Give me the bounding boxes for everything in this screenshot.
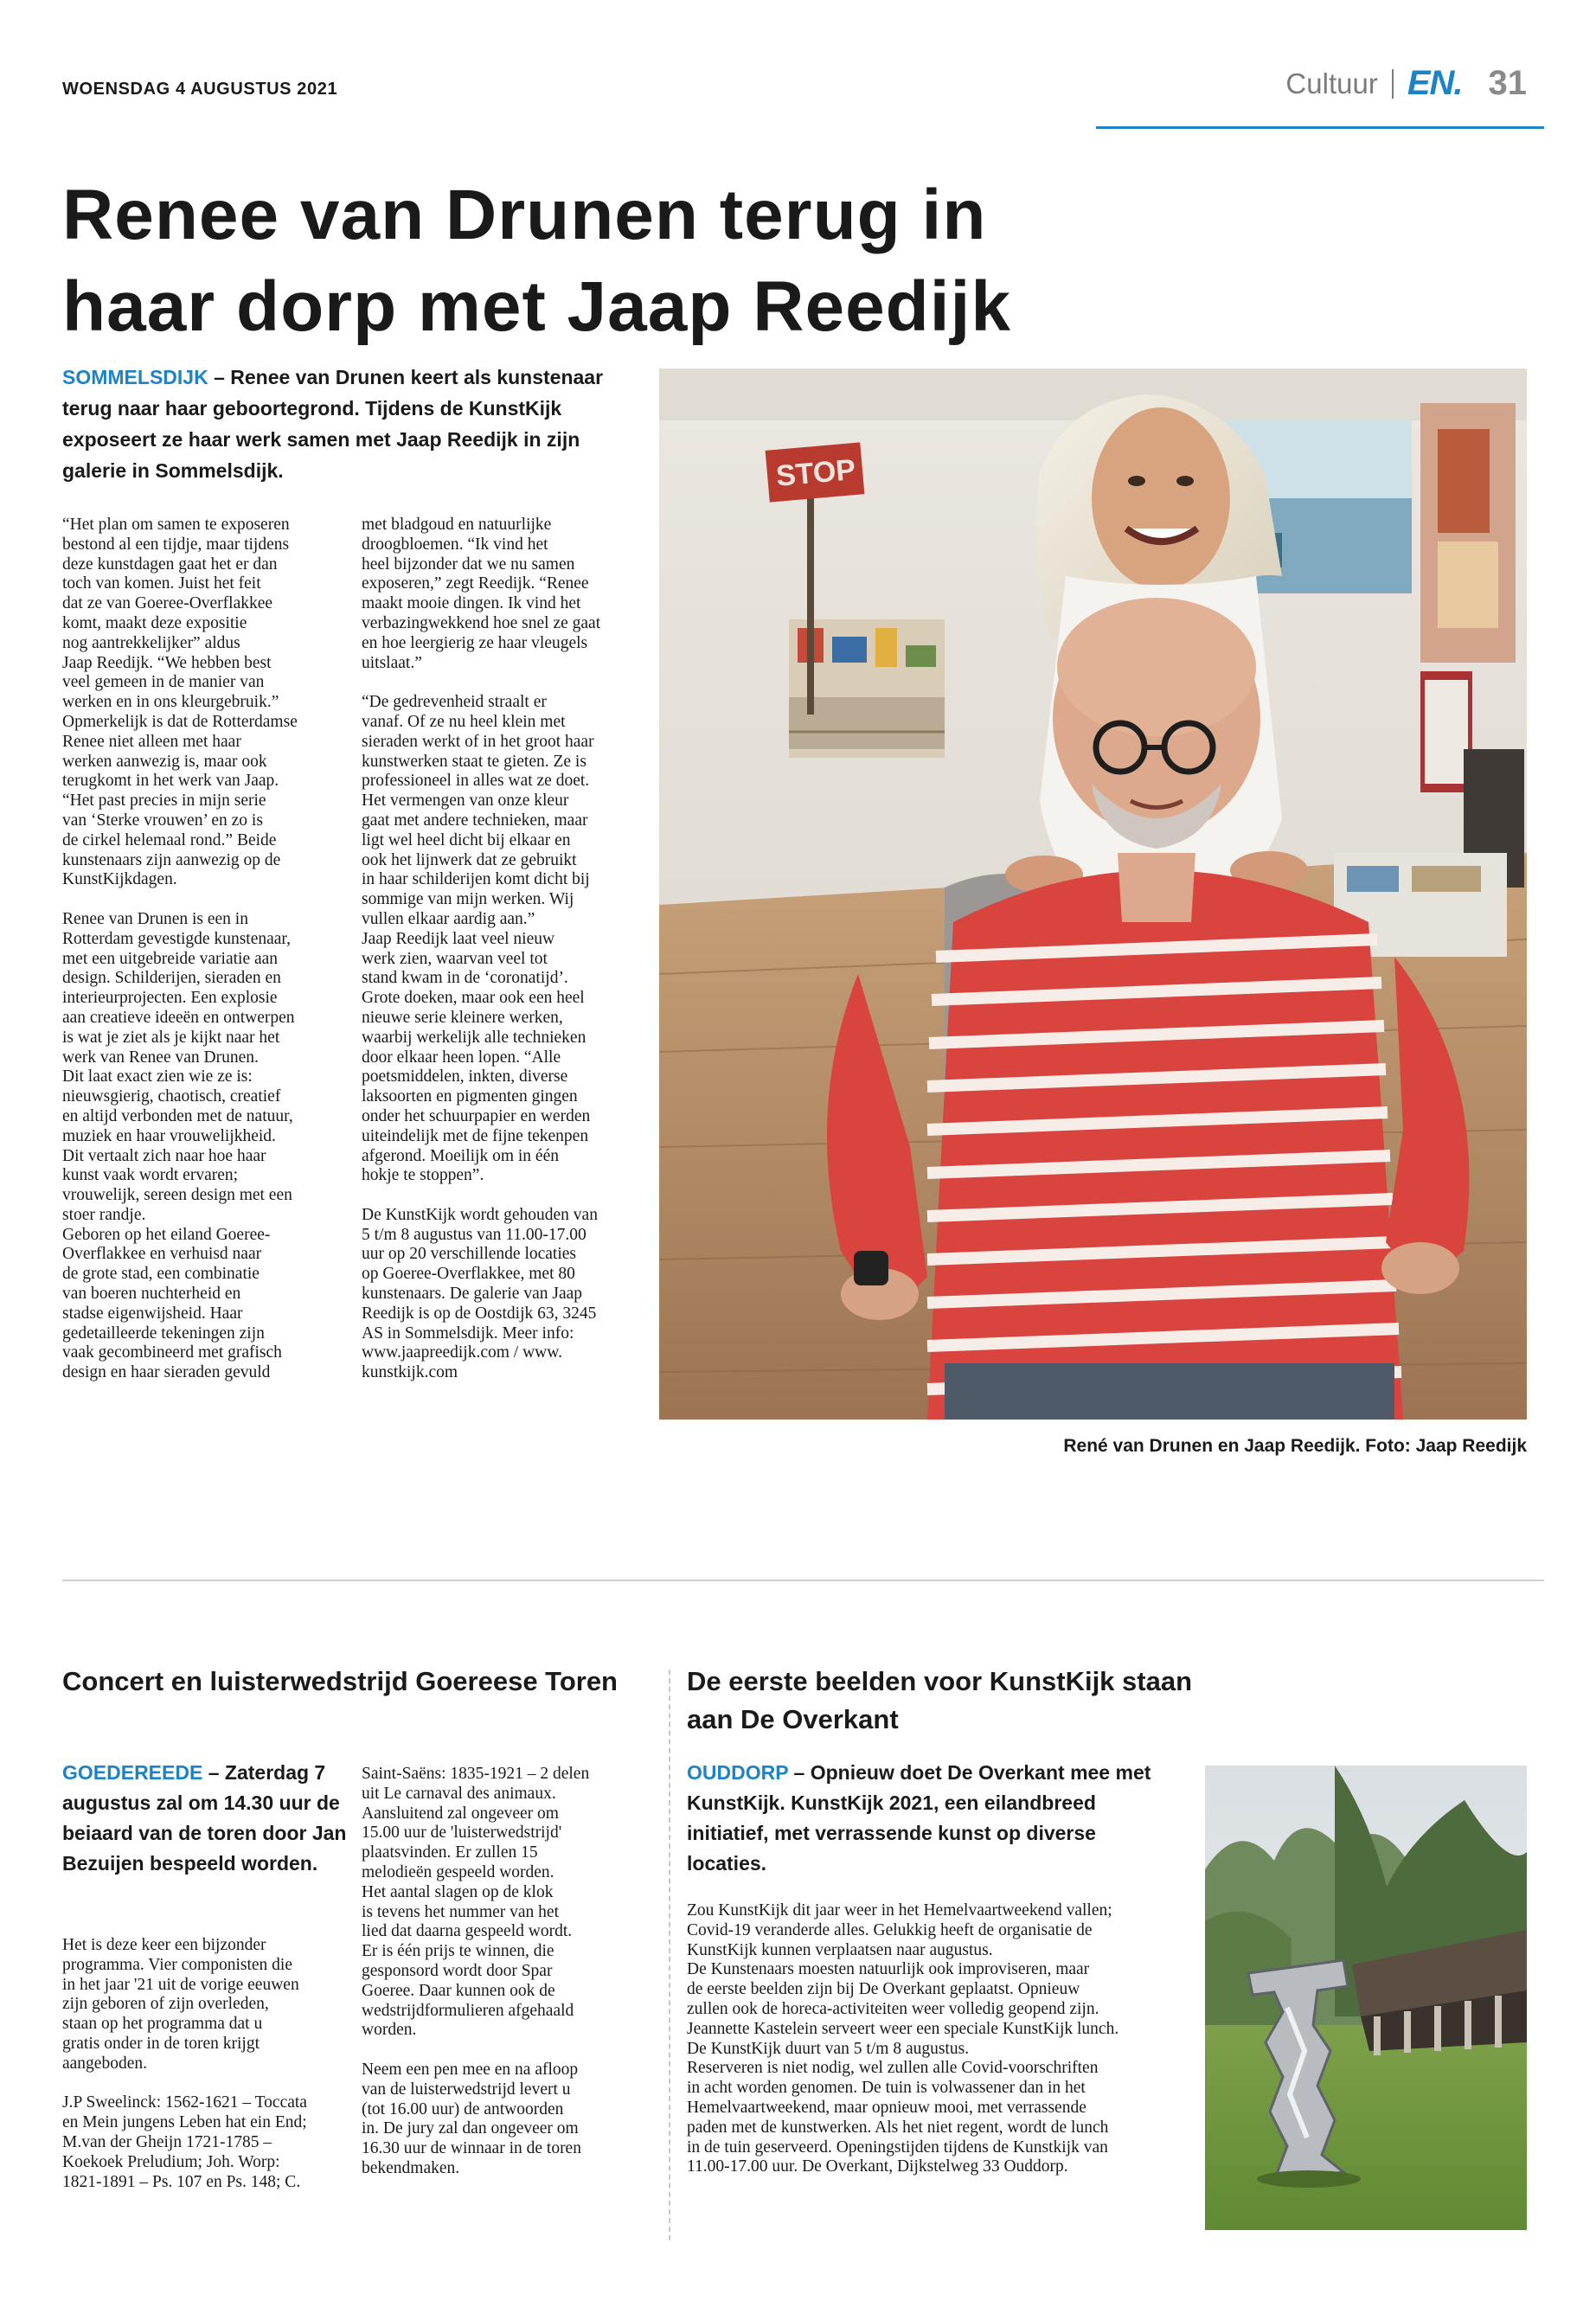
main-headline: Renee van Drunen terug in haar dorp met Jaap Reedijk	[62, 176, 1011, 346]
main-lead-text: – Renee van Drunen keert als kunstenaar terug naar haar geboortegrond. Tijdens de KunstKijk exposeert ze haar werk samen met Jaap Reedijk in zijn galerie in Sommelsdijk.	[62, 366, 604, 482]
concert-body-col2: Saint-Saëns: 1835-1921 – 2 delen uit Le carnaval des animaux. Aansluitend zal ongeveer om 15.00 uur de 'luisterwedstrijd' plaatsvinden. Er zullen 15 melodieën gespeeld worden. Het aantal slagen op de klok is tevens het nummer van het lied dat daarna gespeeld wordt. Er is één prijs te winnen, die gesponsord wordt door Spar Goeree. Daar kunnen ook de wedstrijdformulieren afgehaald worden. Neem een pen mee en na afloop van de luisterwedstrijd levert u (tot 16.00 uur) de antwoorden in. De jury zal dan ongeveer om 16.30 uur de winnaar in de toren bekendmaken.	[362, 1765, 590, 2177]
overkant-lead-text: – Opnieuw doet De Overkant mee met KunstKijk. KunstKijk 2021, een eilandbreed initiatief, met verrassende kunst op diverse locaties.	[687, 1761, 1151, 1875]
photo-garden-sculpture	[1205, 1766, 1527, 2230]
concert-body-col1: Het is deze keer een bijzonder programma. Vier componisten die in het jaar '21 uit de vorige eeuwen zijn geboren of zijn overleden, staan op het programma dat u gratis onder in de toren krijgt aangeboden. J.P Sweelinck: 1562-1621 – Toccata en Mein jungens Leben hat ein End; M.van der Gheijn 1721-1785 – Koekoek Preludium; Joh. Worp: 1821-1891 – Ps. 107 en Ps. 148; C.	[62, 1936, 307, 2191]
overkant-dateline: OUDDORP	[687, 1761, 789, 1784]
overkant-body: Zou KunstKijk dit jaar weer in het Hemelvaartweekend vallen; Covid-19 veranderde alles. Gelukkig heeft de organisatie de KunstKijk kunnen verplaatsen naar augustus. De Kunstenaars moesten natuurlijk ook improviseren, maar de eerste beelden zijn bij De Overkant geplaatst. Opnieuw zullen ook de horeca-activiteiten weer volledig geopend zijn. Jeannette Kastelein serveert weer een speciale KunstKijk lunch. De KunstKijk duurt van 5 t/m 8 augustus. Reserveren is niet nodig, wel zullen alle Covid-voorschriften in acht worden genomen. De tuin is volwassener dan in het Hemelvaartweekend, maar opnieuw mooi, met verrassende paden met de kunstwerken. Als het niet regent, wordt de lunch in de tuin geserveerd. Openingstijden tijdens de Kunstkijk van 11.00-17.00 uur. De Overkant, Dijkstelweg 33 Ouddorp.	[687, 1901, 1119, 2176]
section-name: Cultuur	[1285, 67, 1378, 99]
concert-lead-text: – Zaterdag 7 augustus zal om 14.30 uur de beiaard van de toren door Jan Bezuijen bespeeld worden.	[62, 1761, 347, 1875]
main-photo	[659, 369, 1527, 1420]
main-body-col1: “Het plan om samen te exposeren bestond al een tijdje, maar tijdens deze kunstdagen gaat het er dan toch van komen. Juist het feit dat ze van Goeree-Overflakkee komt, maakt deze expositie nog aantrekkelijker” aldus Jaap Reedijk. “We hebben best veel gemeen in de manier van werken en in ons kleurgebruik.” Opmerkelijk is dat de Rotterdamse Renee niet alleen met haar werken aanwezig is, maar ook terugkomt in het werk van Jaap. “Het past precies in mijn serie van ‘Sterke vrouwen’ en zo is de cirkel helemaal rond.” Beide kunstenaars zijn aanwezig op de KunstKijkdagen. Renee van Drunen is een in Rotterdam gevestigde kunstenaar, met een uitgebreide variatie aan design. Schilderijen, sieraden en interieurprojecten. Een explosie aan creatieve ideeën en ontwerpen is wat je ziet als je kijkt naar het werk van Renee van Drunen. Dit laat exact zien wie ze is: nieuwsgierig, chaotisch, creatief en altijd verbonden met de natuur, muziek en haar vrouwelijkheid. Dit vertaalt zich naar hoe haar kunst vaak wordt ervaren; vrouwelijk, sereen design met een stoer randje. Geboren op het eiland Goeree- Overflakkee en verhuisd naar de grote stad, een combinatie van boeren nuchterheid en stadse eigenwijsheid. Haar gedetailleerde tekeningen zijn vaak gecombineerd met grafisch design en haar sieraden gevuld	[62, 516, 298, 1382]
concert-headline: Concert en luisterwedstrijd Goereese Toren	[62, 1666, 618, 1696]
overkant-headline: De eerste beelden voor KunstKijk staan aan De Overkant	[687, 1666, 1193, 1734]
section-divider	[62, 1580, 1544, 1581]
edition-date: WOENSDAG 4 AUGUSTUS 2021	[62, 80, 338, 99]
main-dateline: SOMMELSDIJK	[62, 366, 208, 388]
photo-artists-studio	[659, 369, 1527, 1420]
sculpture-photo	[1205, 1766, 1527, 2230]
stop-sign-text: STOP	[774, 452, 857, 493]
overkant-lead	[687, 1758, 1180, 1879]
main-lead	[62, 362, 625, 486]
main-body-col2: met bladgoud en natuurlijke droogbloemen. “Ik vind het heel bijzonder dat we nu samen exposeren,” zegt Reedijk. “Renee maakt mooie dingen. Ik vind het verbazingwekkend hoe snel ze gaat en hoe leergierig ze haar vleugels uitslaat.” “De gedrevenheid straalt er vanaf. Of ze nu heel klein met sieraden werkt of in het groot haar kunstwerken staat te gieten. Ze is professioneel in alles wat ze doet. Het vermengen van onze kleur gaat met andere technieken, maar ligt wel heel dicht bij elkaar en ook het lijnwerk dat ze gebruikt in haar schilderijen komt dicht bij sommige van mijn werken. Wij vullen elkaar aardig aan.” Jaap Reedijk laat veel nieuw werk zien, waarvan veel tot stand kwam in de ‘coronatijd’. Grote doeken, maar ook een heel nieuwe serie kleinere werken, waarbij werkelijk alle technieken door elkaar heen lopen. “Alle poetsmiddelen, inkten, diverse laksoorten en pigmenten gingen onder het schuurpapier en werden uiteindelijk met de fijne tekenpen afgerond. Moeilijk om in één hokje te stoppen”. De KunstKijk wordt gehouden van 5 t/m 8 augustus van 11.00-17.00 uur op 20 verschillende locaties op Goeree-Overflakkee, met 80 kunstenaars. De galerie van Jaap Reedijk is op de Oostdijk 63, 3245 AS in Sommelsdijk. Meer info: www.jaapreedijk.com / www. kunstkijk.com	[362, 516, 601, 1382]
concert-dateline: GOEDEREEDE	[62, 1761, 203, 1784]
main-photo-caption: René van Drunen en Jaap Reedijk. Foto: Jaap Reedijk	[1063, 1436, 1527, 1456]
newspaper-logo: EN.	[1407, 64, 1463, 102]
header-separator	[1392, 69, 1394, 99]
header-rule	[1096, 126, 1544, 129]
column-separator	[669, 1670, 670, 2240]
page-header-right	[1285, 64, 1527, 103]
page-number: 31	[1488, 64, 1527, 102]
concert-lead	[62, 1758, 348, 1879]
